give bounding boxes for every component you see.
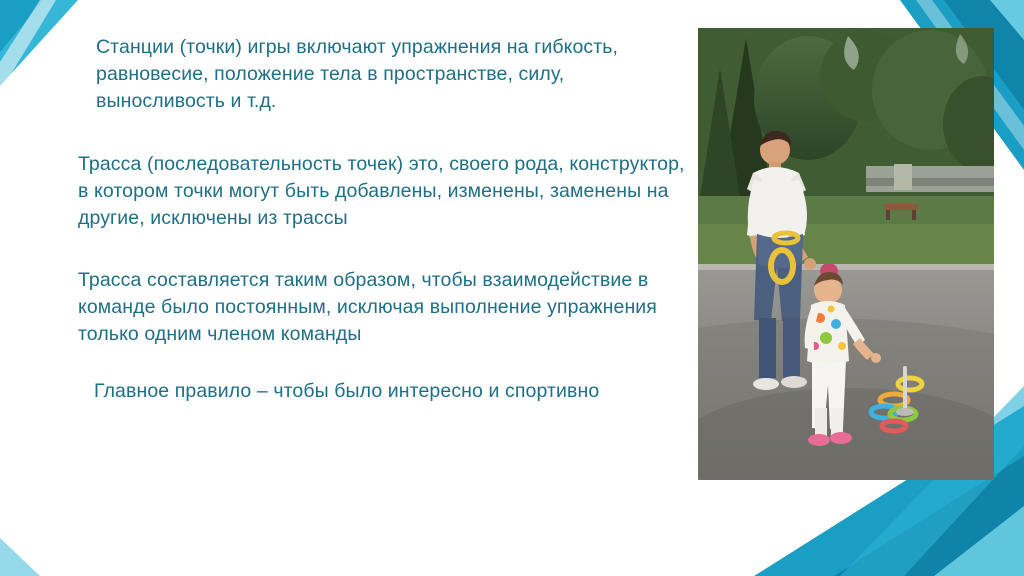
paragraph-3: Трасса составляется таким образом, чтобы взаимодействие в команде было постоянным, исключая выполнение упражнения только одним членом команды (78, 269, 657, 346)
slide-photo (698, 28, 994, 480)
paragraph-1: Станции (точки) игры включают упражнения на гибкость, равновесие, положение тела в пространстве, силу, выносливость и т.д. (96, 36, 619, 112)
paragraph-4: Главное правило – чтобы было интересно и спортивно (94, 380, 600, 403)
decoration-bottom-left (0, 516, 70, 576)
paragraph-2: Трасса (последовательность точек) это, своего рода, конструктор, в котором точки могут быть добавлены, изменены, заменены на другие, исключены из трассы (78, 152, 685, 229)
slide-text-body (78, 34, 688, 405)
